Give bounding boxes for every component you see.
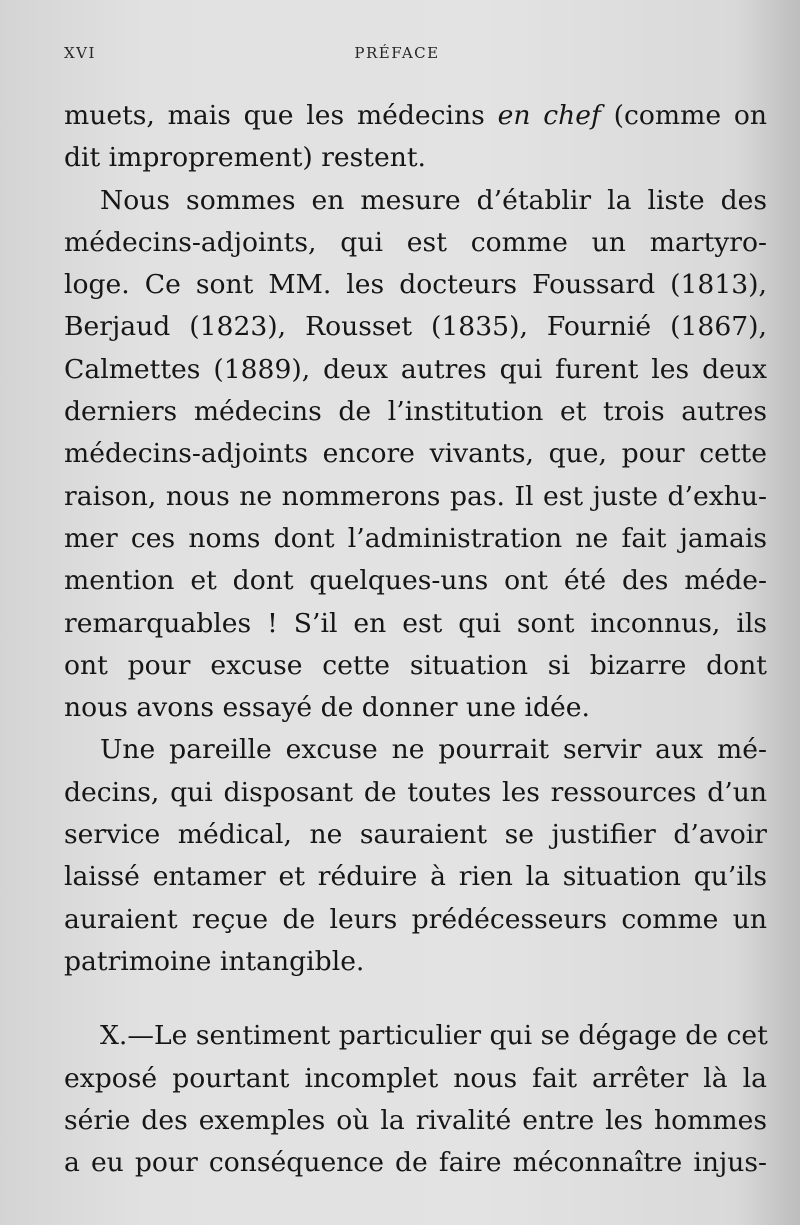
text-line: laissé entamer et réduire à rien la situation qu’ils (64, 861, 767, 893)
text-line: X.—Le sentiment particulier qui se dégage de cet (100, 1020, 768, 1052)
text-body (64, 95, 767, 1184)
running-header (64, 44, 730, 62)
text-line: auraient reçue de leurs prédécesseurs comme un (64, 903, 767, 935)
text-line: ont pour excuse cette situation si bizarre dont (64, 649, 767, 681)
running-title: PRÉFACE (354, 44, 440, 62)
text-line: Une pareille excuse ne pourrait servir aux mé- (100, 734, 767, 766)
text-line: nous avons essayé de donner une idée. (64, 692, 590, 724)
paragraph-4 (64, 1015, 767, 1184)
text-line: patrimoine intangible. (64, 945, 365, 977)
text-line: Berjaud (1823), Rousset (1835), Fournié (1867), (64, 311, 767, 343)
text-line: decins, qui disposant de toutes les ressources d’un (64, 776, 767, 808)
text-line: remarquables ! S’il en est qui sont inconnus, ils (64, 607, 767, 639)
text-line: a eu pour conséquence de faire méconnaître injus- (64, 1147, 767, 1179)
text-line: médecins-adjoints, qui est comme un martyro- (64, 226, 767, 258)
text-line: Calmettes (1889), deux autres qui furent les deux (64, 353, 767, 385)
text-line: exposé pourtant incomplet nous fait arrêter là la (64, 1062, 767, 1094)
text-line: mention et dont quelques-uns ont été des méde- (64, 565, 767, 597)
paragraph-3 (64, 729, 767, 983)
page-number: XVI (64, 44, 96, 62)
text-line: mer ces noms dont l’administration ne fait jamais (64, 522, 767, 554)
text-line: série des exemples où la rivalité entre les hommes (64, 1104, 767, 1136)
text-line: dit improprement) restent. (64, 142, 427, 174)
section-gap (64, 983, 767, 1015)
italic-phrase: en chef (497, 100, 601, 131)
text-line: raison, nous ne nommerons pas. Il est juste d’exhu- (64, 480, 767, 512)
text-line: loge. Ce sont MM. les docteurs Foussard (1813), (64, 269, 767, 301)
paragraph-1 (64, 95, 767, 180)
text-line: Nous sommes en mesure d’établir la liste des (100, 184, 767, 216)
text-line: derniers médecins de l’institution et trois autres (64, 396, 767, 428)
text-line: muets, mais que les médecins en chef (comme on (64, 100, 767, 131)
paragraph-2 (64, 180, 767, 730)
text-line: médecins-adjoints encore vivants, que, pour cette (64, 438, 767, 470)
text-line: service médical, ne sauraient se justifier d’avoir (64, 819, 767, 851)
